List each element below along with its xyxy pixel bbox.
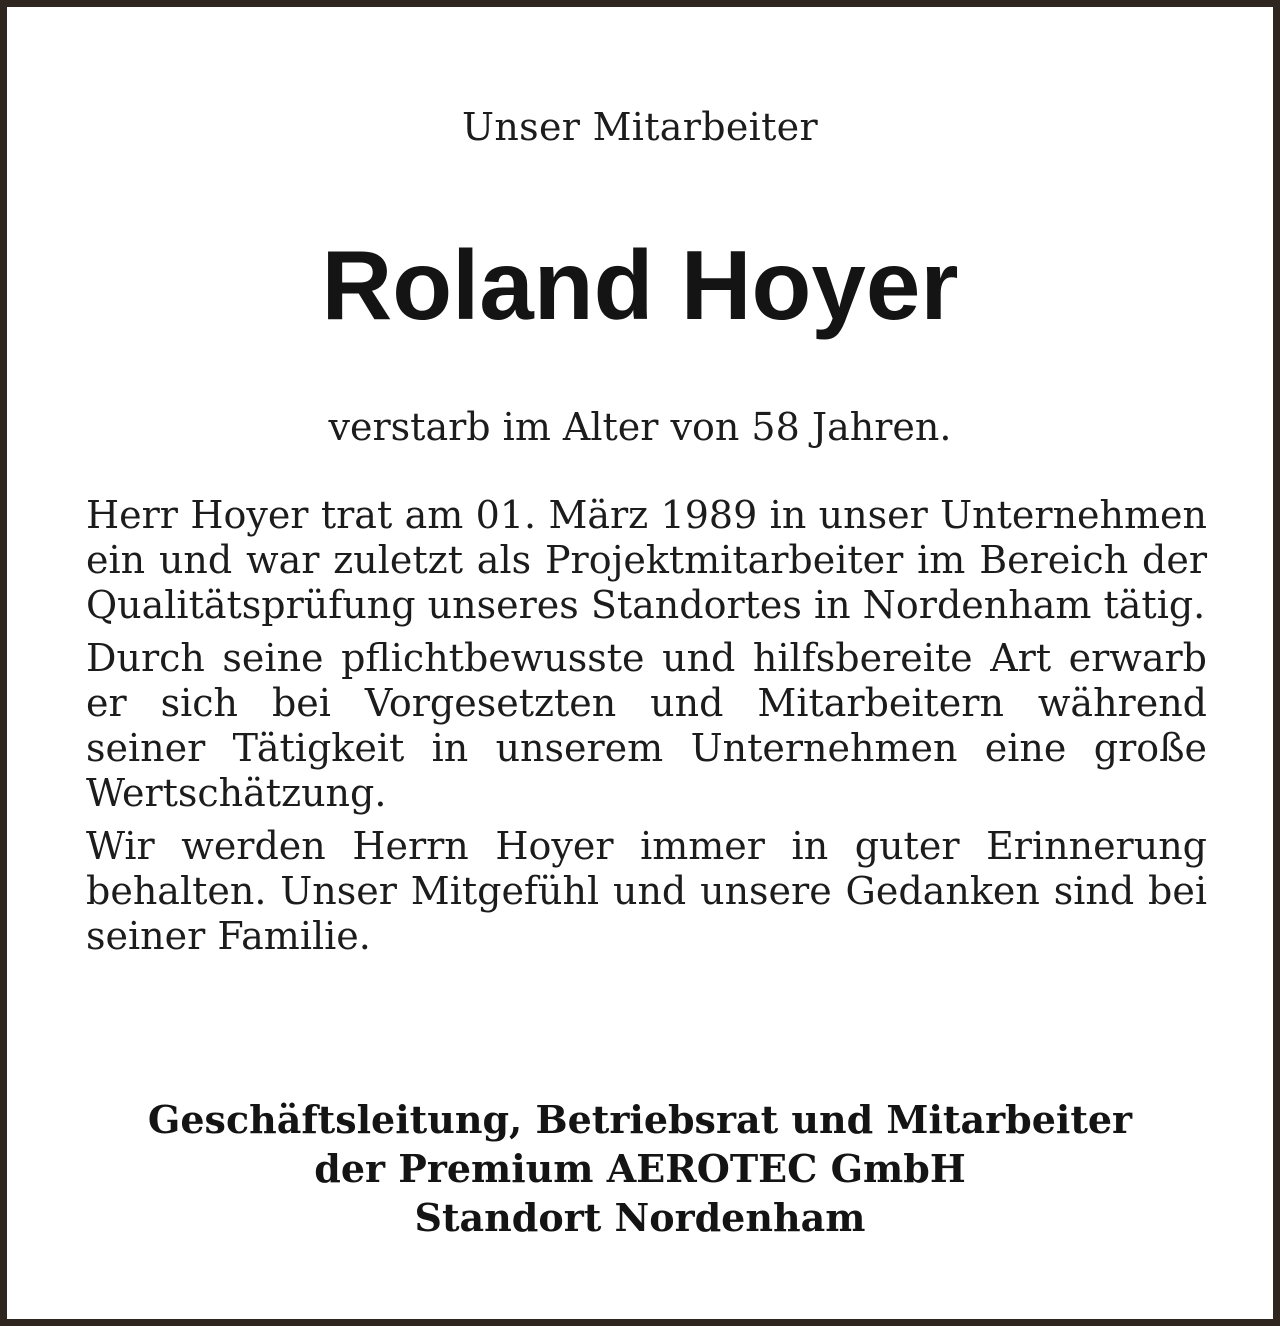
signature-line-3: Standort Nordenham <box>414 1195 866 1240</box>
paragraph-career: Herr Hoyer trat am 01. März 1989 in unser Unternehmen ein und war zuletzt als Projektmitarbeiter im Bereich der Qualitätsprüfung unseres Standortes in Nordenham tätig. <box>86 493 1207 627</box>
deceased-name: Roland Hoyer <box>321 230 959 340</box>
signature-line-2: der Premium AEROTEC GmbH <box>314 1146 966 1191</box>
age-line: verstarb im Alter von 58 Jahren. <box>328 405 952 449</box>
paragraph-appreciation: Durch seine pflichtbewusste und hilfsbereite Art erwarb er sich bei Vorgesetzten und Mitarbeitern während seiner Tätigkeit in unserem Unternehmen eine große Wertschätzung. <box>86 636 1207 815</box>
paragraph-condolence: Wir werden Herrn Hoyer immer in guter Erinnerung behalten. Unser Mitgefühl und unsere Gedanken sind bei seiner Familie. <box>86 824 1207 958</box>
signature-block <box>7 1095 1273 1242</box>
intro-line: Unser Mitarbeiter <box>462 105 818 149</box>
signature-line-1: Geschäftsleitung, Betriebsrat und Mitarbeiter <box>147 1097 1133 1142</box>
notice-body <box>86 493 1207 967</box>
